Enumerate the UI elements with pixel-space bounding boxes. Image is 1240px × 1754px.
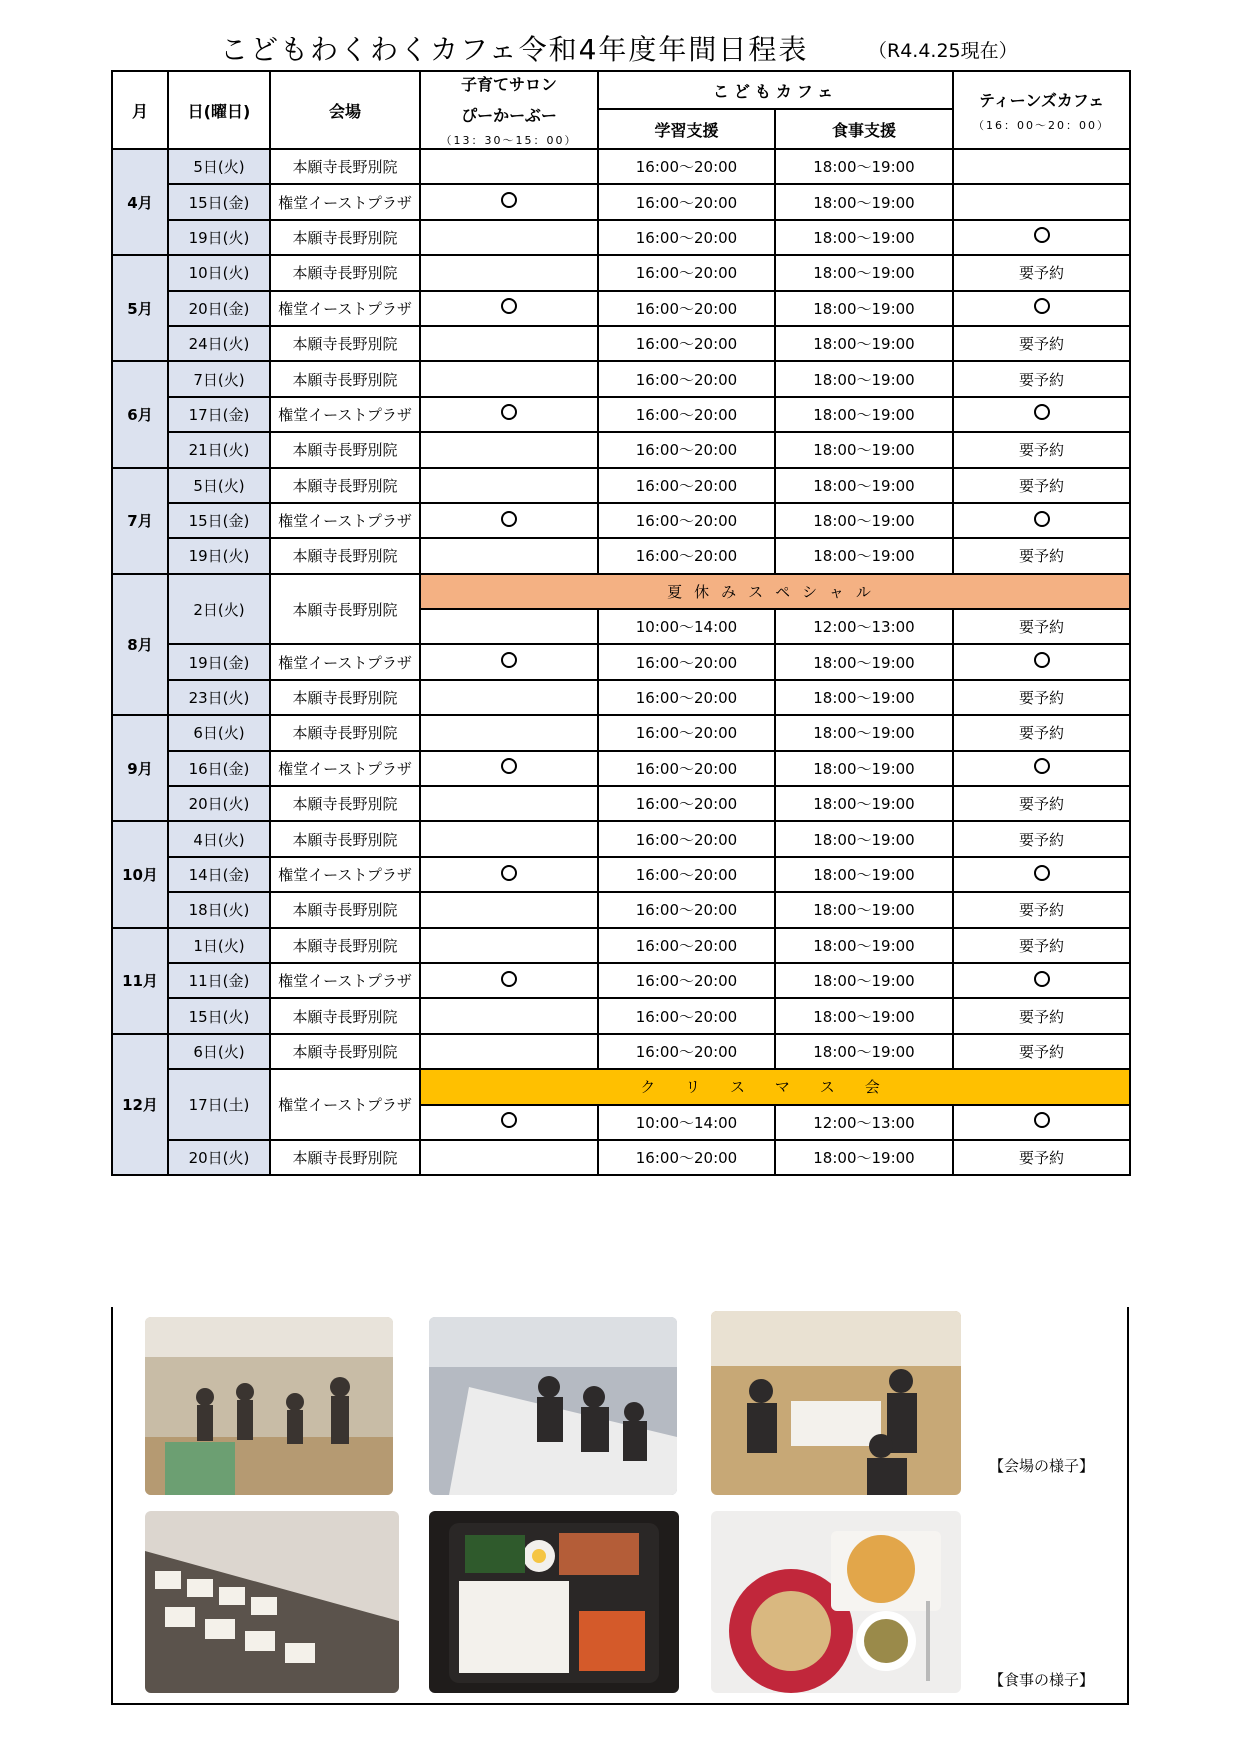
venue-cell: 本願寺長野別院 (270, 1034, 420, 1069)
circle-mark-icon (1034, 1112, 1050, 1128)
meal-time-cell: 18:00～19:00 (775, 432, 953, 467)
meal-photo-2 (429, 1511, 679, 1693)
meal-time-cell: 18:00～19:00 (775, 1140, 953, 1175)
teens-cell: 要予約 (953, 255, 1130, 290)
study-time-cell: 16:00～20:00 (598, 432, 775, 467)
salon-cell (420, 821, 598, 856)
salon-cell (420, 149, 598, 184)
venue-cell: 本願寺長野別院 (270, 574, 420, 645)
study-time-cell: 16:00～20:00 (598, 468, 775, 503)
header-kodomo-cafe: こどもカフェ (598, 71, 953, 109)
salon-cell (420, 751, 598, 786)
salon-cell (420, 857, 598, 892)
study-time-cell: 16:00～20:00 (598, 255, 775, 290)
date-cell: 14日(金) (168, 857, 270, 892)
salon-cell (420, 1140, 598, 1175)
meal-time-cell: 18:00～19:00 (775, 963, 953, 998)
circle-mark-icon (501, 971, 517, 987)
circle-mark-icon (1034, 865, 1050, 881)
meal-time-cell: 12:00～13:00 (775, 1105, 953, 1140)
meal-time-cell: 18:00～19:00 (775, 220, 953, 255)
month-label: 6月 (112, 361, 168, 467)
date-cell: 20日(金) (168, 291, 270, 326)
teens-cell: 要予約 (953, 998, 1130, 1033)
venue-cell: 権堂イーストプラザ (270, 291, 420, 326)
venue-cell: 権堂イーストプラザ (270, 857, 420, 892)
meal-time-cell: 18:00～19:00 (775, 857, 953, 892)
venue-cell: 本願寺長野別院 (270, 821, 420, 856)
schedule-table (111, 70, 1131, 1176)
circle-mark-icon (501, 192, 517, 208)
salon-cell (420, 928, 598, 963)
salon-cell (420, 1105, 598, 1140)
meal-time-cell: 18:00～19:00 (775, 644, 953, 679)
teens-cell: 要予約 (953, 361, 1130, 396)
table-row (112, 503, 1130, 538)
venue-cell: 権堂イーストプラザ (270, 1069, 420, 1140)
circle-mark-icon (1034, 298, 1050, 314)
date-cell: 11日(金) (168, 963, 270, 998)
header-month: 月 (112, 71, 168, 149)
meal-time-cell: 18:00～19:00 (775, 291, 953, 326)
meal-time-cell: 18:00～19:00 (775, 468, 953, 503)
document-title: こどもわくわくカフェ令和4年度年間日程表 (220, 33, 809, 66)
salon-cell (420, 291, 598, 326)
study-time-cell: 16:00～20:00 (598, 149, 775, 184)
table-row (112, 963, 1130, 998)
month-label: 11月 (112, 928, 168, 1034)
meal-time-cell: 18:00～19:00 (775, 892, 953, 927)
meal-time-cell: 18:00～19:00 (775, 786, 953, 821)
date-cell: 5日(火) (168, 468, 270, 503)
salon-cell (420, 361, 598, 396)
teens-cell: 要予約 (953, 892, 1130, 927)
venue-cell: 権堂イーストプラザ (270, 397, 420, 432)
salon-cell (420, 892, 598, 927)
venue-cell: 本願寺長野別院 (270, 928, 420, 963)
caption-meal: 【食事の様子】 (989, 1671, 1095, 1689)
table-row (112, 220, 1130, 255)
table-row (112, 538, 1130, 573)
teens-cell: 要予約 (953, 468, 1130, 503)
study-time-cell: 16:00～20:00 (598, 220, 775, 255)
circle-mark-icon (501, 865, 517, 881)
circle-mark-icon (1034, 758, 1050, 774)
month-label: 8月 (112, 574, 168, 716)
date-cell: 17日(金) (168, 397, 270, 432)
salon-cell (420, 468, 598, 503)
meal-time-cell: 18:00～19:00 (775, 503, 953, 538)
date-cell: 18日(火) (168, 892, 270, 927)
meal-time-cell: 18:00～19:00 (775, 751, 953, 786)
month-label: 10月 (112, 821, 168, 927)
month-label: 7月 (112, 468, 168, 574)
table-row (112, 432, 1130, 467)
circle-mark-icon (501, 1112, 517, 1128)
table-row (112, 857, 1130, 892)
study-time-cell: 16:00～20:00 (598, 998, 775, 1033)
salon-cell (420, 326, 598, 361)
meal-time-cell: 18:00～19:00 (775, 680, 953, 715)
venue-photo-1 (145, 1317, 393, 1495)
meal-time-cell: 18:00～19:00 (775, 397, 953, 432)
header-meal-support: 食事支援 (775, 109, 953, 149)
header-study-support: 学習支援 (598, 109, 775, 149)
salon-cell (420, 220, 598, 255)
salon-cell (420, 963, 598, 998)
salon-cell (420, 609, 598, 644)
date-cell: 24日(火) (168, 326, 270, 361)
table-row (112, 468, 1130, 503)
teens-cell: 要予約 (953, 680, 1130, 715)
teens-cell (953, 644, 1130, 679)
christmas-party-banner: クリスマス会 (420, 1069, 1130, 1104)
table-row (112, 397, 1130, 432)
as-of-date: （R4.4.25現在） (868, 40, 1018, 62)
teens-cell (953, 220, 1130, 255)
circle-mark-icon (1034, 511, 1050, 527)
salon-cell (420, 432, 598, 467)
venue-cell: 本願寺長野別院 (270, 220, 420, 255)
month-label: 12月 (112, 1034, 168, 1176)
teens-cell (953, 291, 1130, 326)
teens-cell (953, 184, 1130, 219)
table-row (112, 680, 1130, 715)
venue-cell: 本願寺長野別院 (270, 361, 420, 396)
venue-cell: 本願寺長野別院 (270, 149, 420, 184)
venue-cell: 権堂イーストプラザ (270, 751, 420, 786)
salon-cell (420, 998, 598, 1033)
meal-time-cell: 18:00～19:00 (775, 998, 953, 1033)
venue-cell: 本願寺長野別院 (270, 326, 420, 361)
date-cell: 19日(火) (168, 220, 270, 255)
study-time-cell: 16:00～20:00 (598, 326, 775, 361)
study-time-cell: 16:00～20:00 (598, 644, 775, 679)
meal-time-cell: 18:00～19:00 (775, 928, 953, 963)
table-row (112, 574, 1130, 609)
salon-cell (420, 715, 598, 750)
venue-cell: 本願寺長野別院 (270, 1140, 420, 1175)
study-time-cell: 16:00～20:00 (598, 857, 775, 892)
header-salon (420, 71, 598, 149)
teens-cell (953, 751, 1130, 786)
venue-cell: 本願寺長野別院 (270, 680, 420, 715)
date-cell: 2日(火) (168, 574, 270, 645)
study-time-cell: 16:00～20:00 (598, 892, 775, 927)
circle-mark-icon (501, 652, 517, 668)
table-row (112, 255, 1130, 290)
venue-cell: 本願寺長野別院 (270, 255, 420, 290)
schedule-body (112, 149, 1130, 1175)
salon-cell (420, 644, 598, 679)
circle-mark-icon (501, 298, 517, 314)
study-time-cell: 10:00～14:00 (598, 609, 775, 644)
study-time-cell: 16:00～20:00 (598, 397, 775, 432)
meal-time-cell: 18:00～19:00 (775, 361, 953, 396)
caption-venue: 【会場の様子】 (989, 1457, 1095, 1475)
study-time-cell: 16:00～20:00 (598, 963, 775, 998)
table-row (112, 1069, 1130, 1104)
date-cell: 17日(土) (168, 1069, 270, 1140)
header-teens (953, 71, 1130, 149)
circle-mark-icon (1034, 652, 1050, 668)
header-venue: 会場 (270, 71, 420, 149)
meal-photo-1 (145, 1511, 399, 1693)
venue-cell: 本願寺長野別院 (270, 998, 420, 1033)
venue-cell: 権堂イーストプラザ (270, 644, 420, 679)
date-cell: 21日(火) (168, 432, 270, 467)
venue-cell: 本願寺長野別院 (270, 715, 420, 750)
teens-cell: 要予約 (953, 715, 1130, 750)
study-time-cell: 16:00～20:00 (598, 715, 775, 750)
header-salon-line2: ぴーかーぶー (461, 106, 557, 125)
meal-time-cell: 18:00～19:00 (775, 149, 953, 184)
teens-cell: 要予約 (953, 538, 1130, 573)
salon-cell (420, 503, 598, 538)
header-teens-time: （16：00～20：00） (973, 118, 1111, 132)
study-time-cell: 16:00～20:00 (598, 928, 775, 963)
date-cell: 6日(火) (168, 1034, 270, 1069)
venue-cell: 本願寺長野別院 (270, 892, 420, 927)
meal-time-cell: 18:00～19:00 (775, 538, 953, 573)
table-row (112, 821, 1130, 856)
meal-time-cell: 18:00～19:00 (775, 715, 953, 750)
circle-mark-icon (1034, 227, 1050, 243)
teens-cell (953, 963, 1130, 998)
table-row (112, 291, 1130, 326)
venue-cell: 本願寺長野別院 (270, 538, 420, 573)
teens-cell: 要予約 (953, 1140, 1130, 1175)
table-row (112, 644, 1130, 679)
circle-mark-icon (501, 758, 517, 774)
study-time-cell: 16:00～20:00 (598, 291, 775, 326)
teens-cell: 要予約 (953, 432, 1130, 467)
date-cell: 19日(火) (168, 538, 270, 573)
study-time-cell: 16:00～20:00 (598, 538, 775, 573)
salon-cell (420, 786, 598, 821)
venue-cell: 本願寺長野別院 (270, 468, 420, 503)
table-row (112, 184, 1130, 219)
date-cell: 1日(火) (168, 928, 270, 963)
study-time-cell: 10:00～14:00 (598, 1105, 775, 1140)
date-cell: 15日(金) (168, 184, 270, 219)
date-cell: 10日(火) (168, 255, 270, 290)
date-cell: 23日(火) (168, 680, 270, 715)
date-cell: 20日(火) (168, 786, 270, 821)
teens-cell (953, 857, 1130, 892)
header-date: 日(曜日) (168, 71, 270, 149)
teens-cell: 要予約 (953, 821, 1130, 856)
date-cell: 20日(火) (168, 1140, 270, 1175)
teens-cell (953, 149, 1130, 184)
study-time-cell: 16:00～20:00 (598, 680, 775, 715)
date-cell: 15日(金) (168, 503, 270, 538)
date-cell: 4日(火) (168, 821, 270, 856)
venue-cell: 本願寺長野別院 (270, 432, 420, 467)
month-label: 9月 (112, 715, 168, 821)
date-cell: 6日(火) (168, 715, 270, 750)
study-time-cell: 16:00～20:00 (598, 751, 775, 786)
teens-cell: 要予約 (953, 609, 1130, 644)
salon-cell (420, 538, 598, 573)
table-row (112, 1140, 1130, 1175)
circle-mark-icon (1034, 404, 1050, 420)
teens-cell: 要予約 (953, 1034, 1130, 1069)
teens-cell: 要予約 (953, 326, 1130, 361)
study-time-cell: 16:00～20:00 (598, 1140, 775, 1175)
circle-mark-icon (1034, 971, 1050, 987)
table-row (112, 1034, 1130, 1069)
study-time-cell: 16:00～20:00 (598, 184, 775, 219)
venue-cell: 権堂イーストプラザ (270, 963, 420, 998)
summer-special-banner: 夏休みスペシャル (420, 574, 1130, 609)
date-cell: 19日(金) (168, 644, 270, 679)
month-label: 4月 (112, 149, 168, 255)
meal-time-cell: 18:00～19:00 (775, 326, 953, 361)
meal-time-cell: 12:00～13:00 (775, 609, 953, 644)
venue-cell: 本願寺長野別院 (270, 786, 420, 821)
table-row (112, 786, 1130, 821)
teens-cell: 要予約 (953, 928, 1130, 963)
study-time-cell: 16:00～20:00 (598, 821, 775, 856)
venue-cell: 権堂イーストプラザ (270, 184, 420, 219)
meal-time-cell: 18:00～19:00 (775, 821, 953, 856)
table-row (112, 928, 1130, 963)
table-row (112, 326, 1130, 361)
teens-cell (953, 503, 1130, 538)
venue-cell: 権堂イーストプラザ (270, 503, 420, 538)
teens-cell: 要予約 (953, 786, 1130, 821)
study-time-cell: 16:00～20:00 (598, 1034, 775, 1069)
salon-cell (420, 1034, 598, 1069)
study-time-cell: 16:00～20:00 (598, 361, 775, 396)
header-teens-label: ティーンズカフェ (978, 90, 1105, 110)
meal-time-cell: 18:00～19:00 (775, 184, 953, 219)
salon-cell (420, 255, 598, 290)
table-row (112, 998, 1130, 1033)
date-cell: 16日(金) (168, 751, 270, 786)
document-header (0, 28, 1240, 68)
salon-cell (420, 397, 598, 432)
meal-time-cell: 18:00～19:00 (775, 255, 953, 290)
circle-mark-icon (501, 511, 517, 527)
table-row (112, 892, 1130, 927)
circle-mark-icon (501, 404, 517, 420)
table-row (112, 715, 1130, 750)
meal-time-cell: 18:00～19:00 (775, 1034, 953, 1069)
photo-section (111, 1307, 1129, 1705)
venue-photo-3 (711, 1311, 961, 1495)
table-row (112, 751, 1130, 786)
salon-cell (420, 184, 598, 219)
meal-photo-3 (711, 1511, 961, 1693)
study-time-cell: 16:00～20:00 (598, 786, 775, 821)
date-cell: 7日(火) (168, 361, 270, 396)
venue-photo-2 (429, 1317, 677, 1495)
teens-cell (953, 397, 1130, 432)
header-salon-time: （13：30～15：00） (440, 134, 578, 147)
table-row (112, 361, 1130, 396)
month-label: 5月 (112, 255, 168, 361)
date-cell: 5日(火) (168, 149, 270, 184)
table-row (112, 149, 1130, 184)
date-cell: 15日(火) (168, 998, 270, 1033)
teens-cell (953, 1105, 1130, 1140)
header-salon-line1: 子育てサロン (460, 75, 557, 94)
salon-cell (420, 680, 598, 715)
study-time-cell: 16:00～20:00 (598, 503, 775, 538)
